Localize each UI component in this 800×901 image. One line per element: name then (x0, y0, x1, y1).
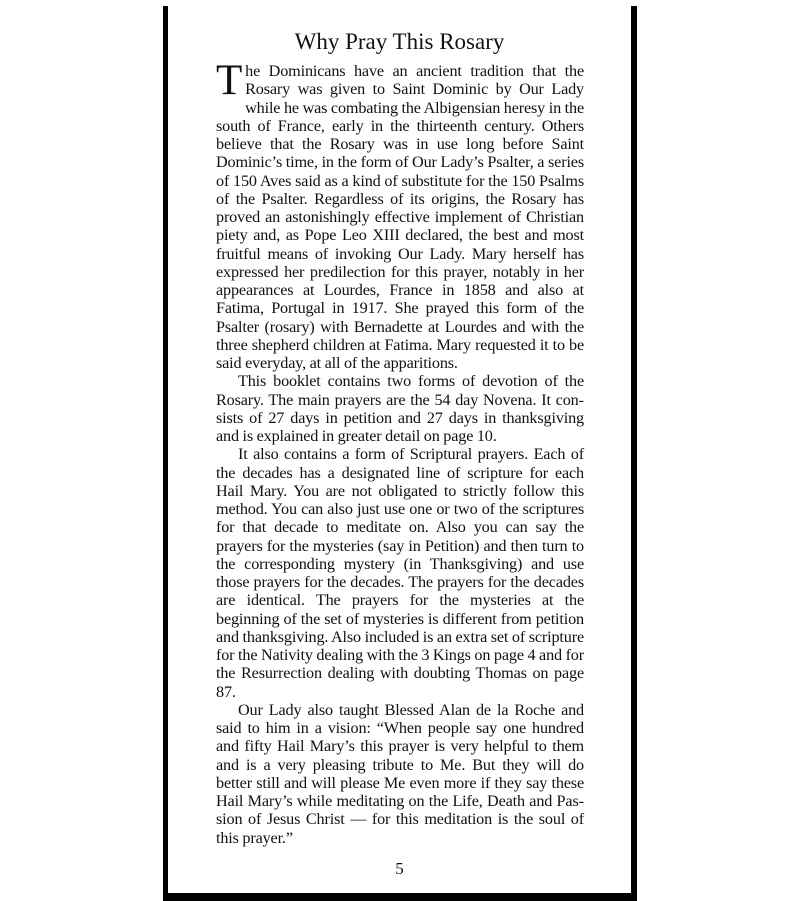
paragraph-4: Our Lady also taught Blessed Alan de la Roche and said to him in a vision: “When people say one hundred and fifty Hail Mary’s this prayer is very helpful to them and is a very pleasing tribute to Me. But they will do better still and will please Me even more if they say these Hail Mary’s while meditating on the Life, Death and Passion of Jesus Christ — for this meditation is the soul of this prayer.” (216, 700, 584, 847)
drop-cap: T (216, 63, 243, 100)
page-number: 5 (395, 858, 404, 878)
page-title: Why Pray This Rosary (294, 29, 505, 54)
paragraph-3: It also contains a form of Scriptural prayers. Each of the decades has a designated line of scripture for each Hail Mary. You are not obligated to strictly follow this method. You can also just use one or two of the scriptures for that decade to meditate on. Also you can say the prayers for the mysteries (say in Petition) and then turn to the corresponding mystery (in Thanksgiving) and use those prayers for the decades. The prayers for the decades are identical. The prayers for the mysteries at the beginning of the set of mysteries is different from petition and thanksgiving. Also included is an extra set of scripture for the Nativity dealing with the 3 Kings on page 4 and for the Resurrection dealing with doubting Thomas on page 87. (216, 445, 584, 701)
paragraph-1 (216, 62, 584, 372)
page (168, 6, 631, 893)
paragraph-1-text: he Dominicans have an ancient tradition that the Rosary was given to Saint Dominic by Our Lady while he was combating the Albigensian heresy in the south of France, early in the thirteenth century. Others believe that the Rosary was in use long before Saint Dominic’s time, in the form of Our Lady’s Psalter, a series of 150 Aves said as a kind of substitute for the 150 Psalms of the Psalter. Regardless of its origins, the Rosary has proved an astonishingly effective implement of Christian piety and, as Pope Leo XIII declared, the best and most fruitful means of invoking Our Lady. Mary herself has expressed her predilection for this prayer, notably in her appearances at Lourdes, France in 1858 and also at Fatima, Portugal in 1917. She prayed this form of the Psalter (rosary) with Bernadette at Lourdes and with the three shepherd children at Fatima. Mary requested it to be said everyday, at all of the apparitions. (216, 62, 584, 372)
paragraph-2: This booklet contains two forms of devotion of the Rosary. The main prayers are the 54 day Novena. It consists of 27 days in petition and 27 days in thanksgiving and is explained in greater detail on page 10. (216, 372, 584, 445)
body-text (216, 62, 584, 847)
